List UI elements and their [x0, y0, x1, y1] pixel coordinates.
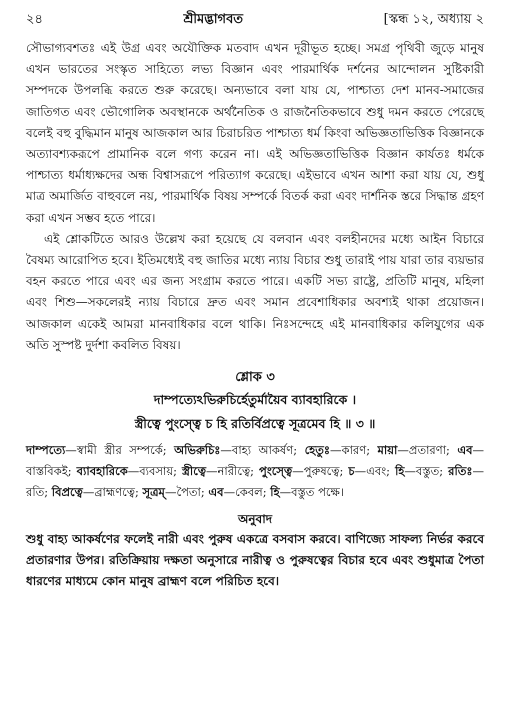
synonym-entry: রতিঃ—রতি; — [26, 464, 485, 500]
synonym-entry: স্ত্রীত্বে—নারীত্বে; — [182, 464, 255, 479]
synonym-entry: মায়া—প্রতারণা; — [377, 443, 450, 458]
purport-paragraph: সৌভাগ্যবশতঃ এই উগ্র এবং অযৌক্তিক মতবাদ এখন দূরীভূত হচ্ছে। সমগ্র পৃথিবী জুড়ে মানুষ এখন ভারতের সংস্কৃত সাহিত্যে লভ্য বিজ্ঞান এবং পারমার্থিক দর্শনের আন্দোলন সুষ্টিকারী সম্পদকে উপলব্ধি করতে শুরু করেছে। অন্যভাবে বলা যায় যে, পাশ্চাত্য দেশ মানব-সমাজের জাতিগত এবং ভৌগোলিক অবস্থানকে অর্থনৈতিক ও রাজনৈতিকভাবে শুধু দমন করতে পেরেছে বলেই বহু বুদ্ধিমান মানুষ আজকাল আর চিরাচরিত পাশ্চাত্য ধর্ম কিংবা অভিজ্ঞতাভিত্তিক বিজ্ঞানকে অত্যাবশ্যকরূপে প্রামানিক বলে গণ্য করেন না। এই অভিজ্ঞতাভিত্তিক বিজ্ঞান কার্যতঃ ধর্মকে পাশ্চাত্য ধর্মাধ্যক্ষদের অন্ধ বিশ্বাসরূপে পরিত্যাগ করেছে। এইভাবে এখন আশা করা যায় যে, শুধু মাত্র অমার্জিত বাহুবলে নয়, পারমার্থিক বিষয় সম্পর্কে বিতর্ক করা এবং দার্শনিক স্তরে সিদ্ধান্ত গ্রহণ করা এখন সম্ভব হতে পারে। — [26, 41, 484, 225]
synonym-entry: বিপ্রত্বে—ব্রাহ্মণত্বে; — [51, 485, 139, 500]
purport-paragraph: এই শ্লোকটিতে আরও উল্লেখ করা হয়েছে যে বলবান এবং বলহীনদের মধ্যে আইন বিচারে বৈষম্য আরোপিত হবে। ইতিমধ্যেই বহু জাতির মধ্যে ন্যায় বিচার শুধু তারাই পায় যারা তার ব্যয়ভার বহন করতে পারে এবং এর জন্য সংগ্রাম করতে পারে। একটি সভ্য রাষ্ট্রে, প্রতিটি মানুষ, মহিলা এবং শিশু—সকলেরই ন্যায় বিচারে দ্রুত এবং সমান প্রবেশাধিকার অবশ্যই থাকা প্রয়োজন। আজকাল একেই আমরা মানবাধিকার বলে থাকি। নিঃসন্দেহে এই মানবাধিকার কলিযুগের এক অতি সুস্পষ্ট দুর্দশা কবলিত বিষয়। — [26, 231, 484, 352]
synonym-entry: অভিরুচিঃ—বাহ্য আকর্ষণ; — [174, 443, 298, 458]
synonym-entry: দাম্পত্যে—স্বামী স্ত্রীর সম্পর্কে; — [26, 443, 167, 458]
synonym-entry: সূত্রম্—পৈতা; — [142, 485, 205, 500]
synonym-entry: এব—বাস্তবিকই; — [26, 443, 485, 479]
page-number: ২৪ — [26, 12, 43, 27]
synonym-entry: ব্যাবহারিকে—ব্যবসায়; — [76, 464, 177, 479]
purport-section — [26, 38, 484, 356]
word-synonyms — [26, 440, 484, 503]
chapter-reference: [স্কন্ধ ১২, অধ্যায় ২ — [383, 12, 484, 27]
verse-line: স্ত্রীত্বে পুংস্ত্বে চ হি রতির্বিপ্রত্বে সূত্রমেব হি ॥ ৩ ॥ — [134, 416, 376, 432]
synonym-entry: হি—বস্তুত পক্ষে। — [270, 485, 344, 500]
book-title: শ্রীমদ্ভাগবত — [183, 12, 244, 27]
verse-heading: শ্লোক ৩ — [235, 370, 275, 386]
translation-text: শুধু বাহ্য আকর্ষণের ফলেই নারী এবং পুরুষ একত্রে বসবাস করবে। বাণিজ্যে সাফল্য নির্ভর করবে প্রতারণার উপর। রতিক্রিয়ায় দক্ষতা অনুসারে নারীত্ব ও পুরুষত্বের বিচার হবে এবং শুধুমাত্র পৈতা ধারণের মাধ্যমে কোন মানুষ ব্রাহ্মণ বলে পরিচিত হবে। — [26, 532, 484, 589]
synonym-entry: এব—কেবল; — [208, 485, 267, 500]
book-page — [26, 10, 484, 705]
synonym-entry: হি—বস্তুত; — [395, 464, 444, 479]
synonym-entry: পুংস্ত্বে—পুরুষত্বে; — [259, 464, 344, 479]
page-header — [26, 10, 484, 32]
synonym-entry: হেতুঃ—কারণ; — [304, 443, 371, 458]
synonym-entry: চ—এবং; — [348, 464, 391, 479]
translation-heading: অনুবাদ — [237, 512, 273, 527]
verse-line: দাম্পত্যেঽভিরুচির্হেতুর্মায়ৈব ব্যাবহারিকে । — [153, 392, 357, 408]
